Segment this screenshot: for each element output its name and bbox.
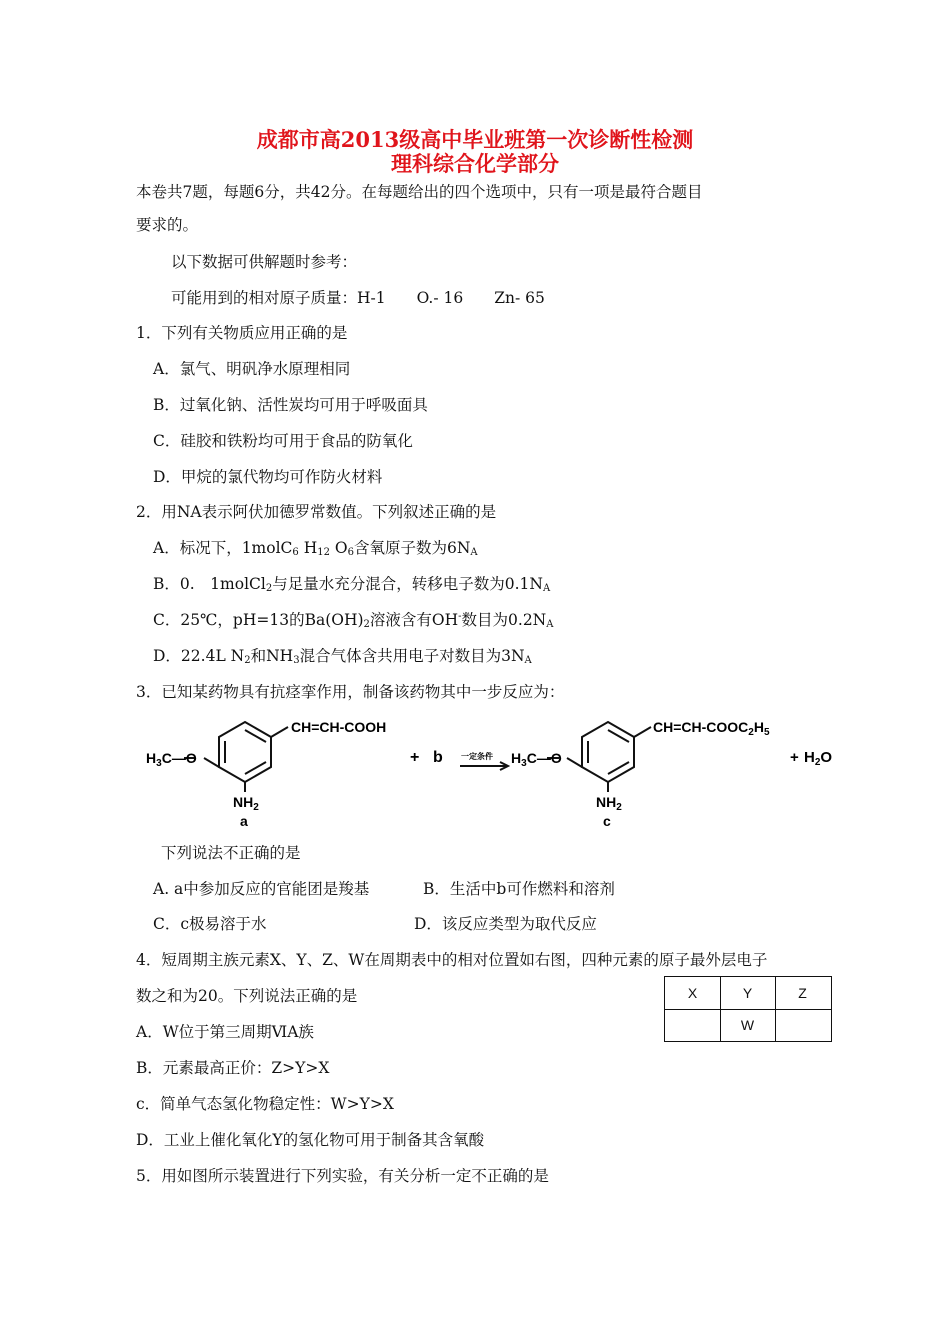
q2-option-b: B．0. 1molCl$_2$与足量水充分混合，转移电子数为$0.1N_A$ [153,575,551,594]
plus-sign-water: + [790,749,799,766]
q3-stem: 3．已知某药物具有抗痉挛作用，制备该药物其中一步反应为： [136,683,565,701]
periodic-table-fragment [664,976,832,1042]
q4-option-a: A．W位于第三周期ⅥA族 [136,1023,314,1041]
intro-line1: 本卷共7题，每题6分，共42分。在每题给出的四个选项中，只有一项是最符合题目 [136,183,703,201]
q2-option-d: D．22.4L $N_2$和$NH_3$混合气体含共用电子对数目为$3N_A$ [153,647,532,666]
q2-stem: 2．用NA表示阿伏加德罗常数值。下列叙述正确的是 [136,503,497,521]
reference-note: 以下数据可供解题时参考： [171,253,358,271]
q4-stem-line1: 4．短周期主族元素X、Y、Z、W在周期表中的相对位置如右图，四种元素的原子最外层电子 [136,951,768,969]
q3-option-a: A. a中参加反应的官能团是羧基 [153,880,370,898]
cell-z: Z [798,985,807,1001]
q3-option-c: C．c极易溶于水 [153,915,267,933]
atomic-masses: 可能用到的相对原子质量：H-1 O.- 16 Zn- 65 [171,289,545,307]
q4-option-b: B．元素最高正价：Z>Y>X [136,1059,330,1077]
methoxy-c: $H_3C—O$ [511,750,562,769]
q1-option-c: C．硅胶和铁粉均可用于食品的防氧化 [153,432,413,450]
page-subtitle: 理科综合化学部分 [391,151,559,176]
cell-x: X [687,985,698,1001]
reagent-b: b [433,749,443,766]
label-c: c [603,813,611,829]
q1-option-b: B．过氧化钠、活性炭均可用于呼吸面具 [153,396,428,414]
reaction-condition: 一定条件 [461,752,493,761]
plus-sign: + [410,749,420,766]
substituent-c: $CH=CH-COOC_2H_5$ [653,719,770,738]
q4-stem-line2: 数之和为20。下列说法正确的是 [136,987,358,1005]
q4-option-c: c．简单气态氢化物稳定性：W>Y>X [136,1095,394,1113]
q4-option-d: D．工业上催化氧化Y的氢化物可用于制备其含氧酸 [136,1131,485,1149]
water: $H_2O$ [804,749,833,768]
q2-option-c: C．25℃，pH=13的$Ba(OH)_2$溶液含有OH-数目为$0.2N_A$ [153,611,554,630]
q5-stem: 5．用如图所示装置进行下列实验，有关分析一定不正确的是 [136,1167,549,1185]
page-title: 成都市高2013级高中毕业班第一次诊断性检测 [256,127,694,152]
q1-stem: 1．下列有关物质应用正确的是 [136,324,348,342]
q3-option-b: B．生活中b可作燃料和溶剂 [423,880,615,898]
q3-sub-stem: 下列说法不正确的是 [161,844,301,862]
intro-line2: 要求的。 [136,216,199,234]
amino-a: $NH_2$ [233,794,259,813]
reaction-scheme [140,708,850,833]
methoxy-a: $H_3C—O$ [146,750,197,769]
q1-option-d: D．甲烷的氯代物均可作防火材料 [153,468,383,486]
q1-option-a: A．氯气、明矾净水原理相同 [153,360,351,378]
cell-w: W [740,1017,755,1033]
q2-option-a: A．标况下，1molC$_6$ $H_{12}$ $O_6$含氧原子数为$6N_A$ [153,539,478,558]
cell-y: Y [742,985,753,1001]
q3-option-d: D．该反应类型为取代反应 [414,915,597,933]
amino-c: $NH_2$ [596,794,622,813]
label-a: a [240,813,248,829]
substituent-a: CH=CH-COOH [291,719,387,735]
